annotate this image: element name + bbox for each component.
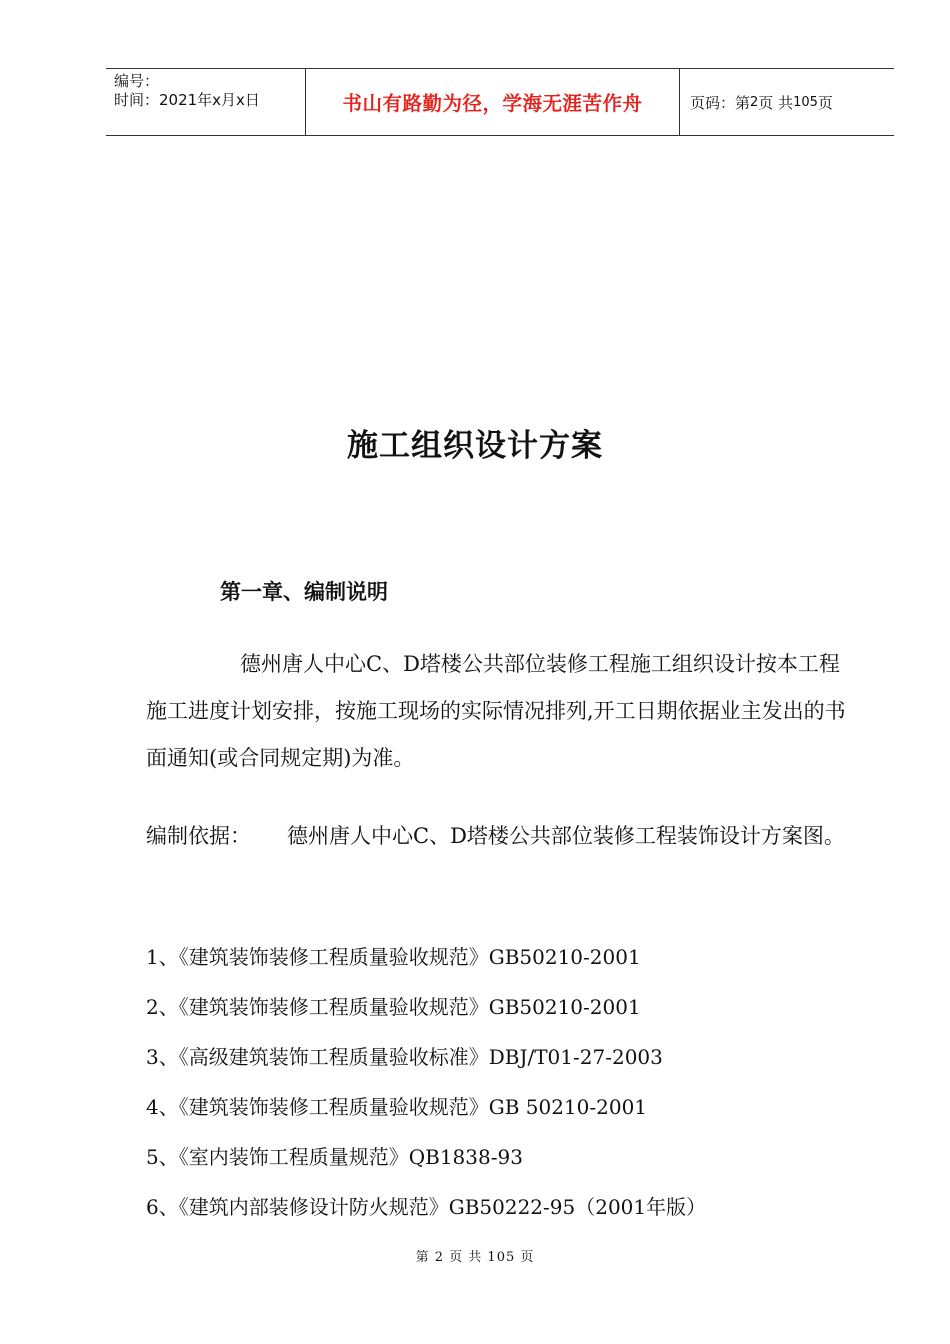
list-item: 3、《高级建筑装饰工程质量验收标准》DBJ/T01-27-2003 <box>146 1045 663 1069</box>
page-header <box>106 68 894 136</box>
time-label: 时间：2021年x月x日 <box>114 91 260 109</box>
header-page-info <box>680 69 894 135</box>
list-item: 2、《建筑装饰装修工程质量验收规范》GB50210-2001 <box>146 995 641 1019</box>
page-total: 105 <box>793 94 818 110</box>
code-label: 编号： <box>114 72 160 90</box>
page-prefix: 页码：第 <box>690 93 751 112</box>
intro-paragraph: 德州唐人中心C、D塔楼公共部位装修工程施工组织设计按本工程施工进度计划安排，按施工现场的实际情况排列,开工日期依据业主发出的书面通知(或合同规定期)为准。 <box>146 652 846 770</box>
list-item: 5、《室内装饰工程质量规范》QB1838-93 <box>146 1145 523 1169</box>
page-suffix: 页 <box>817 93 833 112</box>
page-current: 2 <box>750 94 759 110</box>
basis-text: 德州唐人中心C、D塔楼公共部位装修工程装饰设计方案图。 <box>287 824 845 848</box>
basis-label: 编制依据： <box>146 824 251 848</box>
header-motto-cell <box>306 69 680 135</box>
page-mid: 页 共 <box>758 93 794 112</box>
list-item: 6、《建筑内部装修设计防火规范》GB50222-95（2001年版） <box>146 1195 707 1219</box>
list-item: 4、《建筑装饰装修工程质量验收规范》GB 50210-2001 <box>146 1095 648 1119</box>
header-meta <box>106 69 306 135</box>
page-footer: 第 2 页 共 105 页 <box>415 1250 535 1265</box>
reference-list <box>146 935 706 1235</box>
motto: 书山有路勤为径，学海无涯苦作舟 <box>342 92 643 115</box>
list-item: 1、《建筑装饰装修工程质量验收规范》GB50210-2001 <box>146 945 641 969</box>
chapter-heading: 第一章、编制说明 <box>220 580 388 604</box>
document-title: 施工组织设计方案 <box>347 428 603 464</box>
basis-paragraph <box>146 812 858 860</box>
